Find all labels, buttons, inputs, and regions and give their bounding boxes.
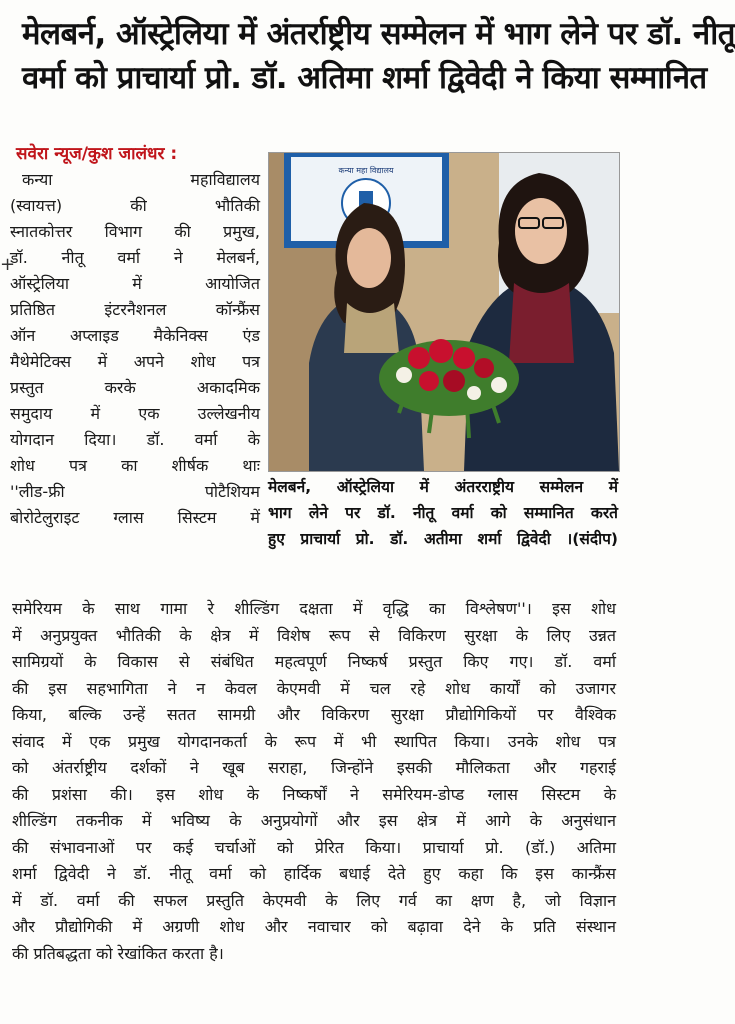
text-line: योगदान दिया। डॉ. वर्मा के (10, 430, 260, 449)
photo-illustration (269, 153, 619, 471)
text-line: और प्रौद्योगिकी में अग्रणी शोध और नवाचार को बढ़ावा देने के प्रति संस्थान (12, 917, 616, 936)
text-line: प्रस्तुत करके अकादमिक (10, 378, 260, 397)
white-flower (467, 386, 481, 400)
photo-poster-text: कन्या महा विद्यालय (338, 166, 394, 175)
text-line: (स्वायत्त) की भौतिकी (10, 196, 260, 215)
caption-line: मेलबर्न, ऑस्ट्रेलिया में अंतरराष्ट्रीय सम्मेलन में (268, 478, 618, 496)
text-line: को अंतर्राष्ट्रीय दर्शकों ने खूब सराहा, जिन्होंने इसकी मौलिकता और गहराई (12, 758, 616, 777)
text-line: सामिग्रयों के विकास से संबंधित महत्वपूर्ण निष्कर्ष प्रस्तुत किए गए। डॉ. वर्मा (12, 652, 616, 671)
text-line: किया, बल्कि उन्हें सतत सामग्री और विकिरण सुरक्षा प्रौद्योगिकियों पर वैश्विक (12, 705, 616, 724)
text-line: बोरोटेलुराइट ग्लास सिस्टम में (10, 508, 260, 527)
text-line: कन्या महाविद्यालय (22, 170, 260, 189)
text-line: ऑस्ट्रेलिया में आयोजित (10, 274, 260, 293)
text-line: प्रतिष्ठित इंटरनैशनल कॉन्फ्रैंस (10, 300, 260, 319)
text-line: संवाद में एक प्रमुख योगदानकर्ता के रूप में भी स्थापित किया। उनके शोध पत्र (12, 731, 616, 751)
text-line: शोध पत्र का शीर्षक थाः (10, 456, 260, 475)
text-line: ''लीड-फ्री पोटैशियम (10, 482, 260, 501)
headline-line-1: मेलबर्न, ऑस्ट्रेलिया में अंतर्राष्ट्रीय सम्मेलन में भाग लेने पर डॉ. नीतू (22, 16, 735, 52)
white-flower (396, 367, 412, 383)
text-line: की इस सहभागिता ने न केवल केएमवी में चल रहे शोध कार्यों को उजागर (12, 678, 616, 698)
person-left-face (347, 228, 391, 288)
text-line: शर्मा द्विवेदी ने डॉ. नीतू वर्मा को हार्दिक बधाई देते हुए कहा कि इस कान्फ्रैंस (12, 864, 616, 883)
rose (453, 347, 475, 369)
crop-mark-icon: + (0, 254, 16, 275)
headline-line-2: वर्मा को प्राचार्या प्रो. डॉ. अतिमा शर्मा द्विवेदी ने किया सम्मानित (22, 60, 707, 96)
caption-line: हुए प्राचार्या प्रो. डॉ. अतीमा शर्मा द्विवेदी ।(संदीप) (268, 530, 618, 548)
text-line: मैथेमेटिक्स में अपने शोध पत्र (10, 352, 260, 371)
article-body (12, 596, 616, 967)
left-column-text (10, 167, 260, 531)
text-line: शील्डिंग तकनीक में भविष्य के अनुप्रयोगों और इस क्षेत्र में आगे के अनुसंधान (12, 811, 616, 830)
rose (474, 358, 494, 378)
headline (22, 12, 735, 100)
person-right-face (515, 198, 567, 264)
rose (443, 370, 465, 392)
byline: सवेरा न्यूज/कुश जालंधर : (16, 144, 178, 164)
text-line: डॉ. नीतू वर्मा ने मेलबर्न, (10, 248, 260, 267)
news-photo (268, 152, 620, 472)
text-line: में अनुप्रयुक्त भौतिकी के क्षेत्र में विशेष रूप से विकिरण सुरक्षा के लिए उन्नत (12, 625, 616, 645)
rose (429, 339, 453, 363)
photo-caption (268, 474, 618, 552)
rose (419, 371, 439, 391)
left-column (10, 142, 260, 531)
rose (408, 347, 430, 369)
text-line: की प्रशंसा की। इस शोध के निष्कर्षों ने समेरियम-डोप्ड ग्लास सिस्टम के (12, 784, 616, 804)
caption-line: भाग लेने पर डॉ. नीतू वर्मा को सम्मानित करते (268, 504, 618, 522)
text-line: की प्रतिबद्धता को रेखांकित करता है। (12, 943, 224, 963)
person-right-scarf (509, 283, 574, 363)
text-line: की संभावनाओं पर कई चर्चाओं को प्रेरित किया। प्राचार्या प्रो. (डॉ.) अतिमा (12, 837, 616, 857)
text-line: में डॉ. वर्मा की सफल प्रस्तुति केएमवी के लिए गर्व का क्षण है, जो विज्ञान (12, 890, 616, 910)
text-line: समुदाय में एक उल्लेखनीय (10, 404, 260, 423)
text-line: ऑन अप्लाइड मैकेनिक्स एंड (10, 326, 260, 345)
text-line: स्नातकोत्तर विभाग की प्रमुख, (10, 222, 260, 241)
text-line: समेरियम के साथ गामा रे शील्डिंग दक्षता में वृद्धि का विश्लेषण''। इस शोध (12, 599, 616, 618)
white-flower (491, 377, 507, 393)
